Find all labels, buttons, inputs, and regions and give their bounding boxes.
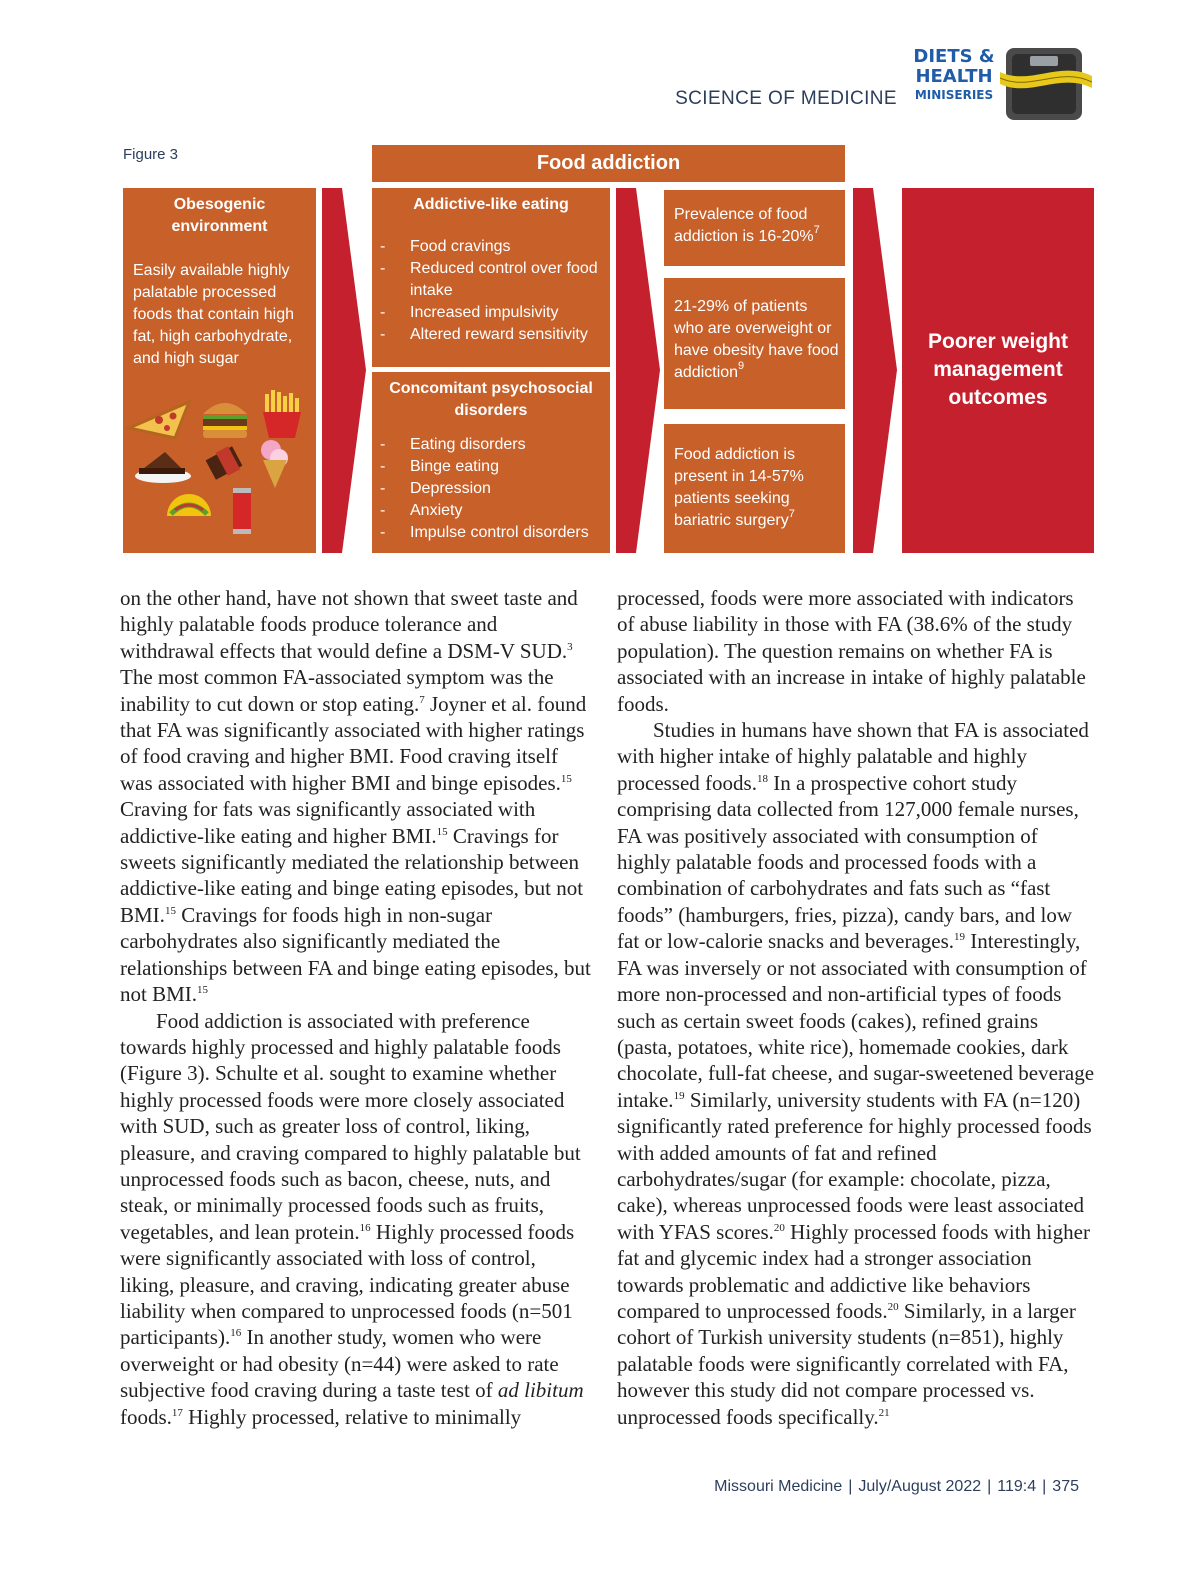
psychosocial-list: [372, 434, 606, 544]
text-run: Highly processed foods with higher fat and glycemic index had a stronger association towards problematic and addictive like behaviors compared to unprocessed foods.: [617, 1219, 1090, 1323]
arrow-3-icon: [853, 188, 897, 553]
text-run: Highly processed, relative to minimally: [182, 1404, 522, 1429]
logo-line-2: HEALTH: [915, 66, 993, 87]
reference-superscript: 20: [887, 1300, 899, 1313]
prevalence-text-2: 21-29% of patients who are overweight or have obesity have food addiction$^9$: [674, 298, 839, 381]
list-item: - Eating disorders: [372, 434, 606, 456]
list-item: - Anxiety: [372, 500, 606, 522]
figure-label: Figure 3: [123, 146, 179, 163]
reference-superscript: 3: [567, 640, 573, 653]
ice-cream-icon: [261, 440, 288, 488]
text-run: Craving for fats was significantly associated with addictive-like eating and higher BMI.: [120, 797, 536, 848]
text-run: The most common FA-associated symptom was the inability to cut down or stop eating.: [120, 665, 554, 716]
addictive-list: [372, 236, 606, 346]
list-item: - Depression: [372, 478, 606, 500]
pizza-icon: [129, 402, 189, 438]
paragraph: [120, 585, 592, 1008]
list-item: - Altered reward sensitivity: [372, 324, 606, 346]
arrow-2-icon: [616, 188, 660, 553]
text-run: Cravings for sweets significantly mediated the relationship between addictive-like eating and binge eating episodes, but not BMI.: [120, 823, 584, 927]
text-run: foods.: [120, 1404, 172, 1429]
text-run: processed, foods were more associated with indicators of abuse liability in those with FA (38.6% of the study population). The question remains on whether FA is associated with an increase in intake of highly palatable foods.: [617, 586, 1086, 716]
right-column: [617, 585, 1095, 1430]
psychosocial-disorders-box: [372, 372, 610, 553]
text-run: Studies in humans have shown that FA is associated with higher intake of highly palatable and highly processed foods.: [617, 718, 1089, 795]
logo-line-1: DIETS &: [913, 46, 995, 67]
separator: |: [987, 1478, 992, 1495]
prevalence-box-3: [664, 424, 845, 553]
list-item: - Increased impulsivity: [372, 302, 606, 324]
soda-icon: [233, 488, 251, 534]
taco-icon: [167, 494, 211, 516]
reference-superscript: 19: [673, 1089, 685, 1102]
issue-date: July/August 2022: [858, 1478, 982, 1495]
scale-icon: [1000, 42, 1092, 124]
prevalence-box-2: [664, 278, 845, 409]
food-icons-group: [123, 388, 316, 553]
italic-text: ad libitum: [497, 1378, 584, 1403]
reference-superscript: 18: [756, 772, 768, 785]
reference-superscript: 15: [436, 825, 448, 838]
fries-icon: [263, 390, 301, 438]
prevalence-text-1: Prevalence of food addiction is 16-20%$^7$: [674, 206, 820, 245]
addictive-title: Addictive-like eating: [413, 196, 569, 213]
series-logo: [908, 48, 1000, 101]
text-run: In a prospective cohort study comprising data collected from 127,000 female nurses, FA was positively associated with consumption of highly palatable foods and processed foods with a combination of carbohydrates and fats such as “fast foods” (hamburgers, fries, pizza), candy bars, and low fat or low-calorie snacks and beverages.: [617, 770, 1079, 954]
paragraph: [617, 585, 1095, 717]
reference-superscript: 16: [359, 1221, 371, 1234]
list-item: - Impulse control disorders: [372, 522, 606, 544]
text-run: Joyner et al. found that FA was significantly associated with higher ratings of food craving and higher BMI. Food craving itself was associated with higher BMI and binge episodes.: [120, 691, 587, 795]
obesogenic-text: Easily available highly palatable processed foods that contain high fat, high carbohydrate, and high sugar: [133, 262, 295, 367]
reference-superscript: 19: [954, 931, 966, 944]
page-number: 375: [1052, 1478, 1079, 1495]
cake-icon: [135, 452, 191, 483]
reference-superscript: 7: [419, 693, 425, 706]
list-item: - Reduced control over food intake: [372, 258, 606, 302]
journal-name: Missouri Medicine: [714, 1478, 843, 1495]
text-run: In another study, women who were overweight or had obesity (n=44) were asked to rate subjective food craving during a taste test of: [120, 1325, 559, 1403]
logo-line-3: MINISERIES: [914, 88, 994, 102]
text-run: Interestingly, FA was inversely or not associated with consumption of more non-processed and non-artificial types of foods such as certain sweet foods (cakes), refined grains (pasta, potatoes, white rice), homemade cookies, dark chocolate, full-fat cheese, and sugar-sweetened beverage intake.: [617, 929, 1095, 1112]
reference-superscript: 16: [230, 1327, 242, 1340]
reference-superscript: 15: [560, 772, 572, 785]
reference-superscript: 17: [171, 1406, 183, 1419]
chocolate-icon: [206, 446, 243, 480]
text-run: Highly processed foods were significantly associated with loss of control, liking, pleasure, and craving, indicating greater abuse liability when compared to unprocessed foods (n=501 participants).: [120, 1219, 575, 1350]
arrow-1-icon: [322, 188, 366, 553]
text-run: Cravings for foods high in non-sugar carbohydrates also significantly mediated the relationships between FA and binge eating episodes, but not BMI.: [120, 902, 591, 1007]
obesogenic-environment-box: [123, 188, 316, 553]
text-run: Similarly, in a larger cohort of Turkish university students (n=851), highly palatable foods were significantly correlated with FA, however this study did not compare processed vs. unprocessed foods specifically.: [617, 1298, 1076, 1429]
left-column: [120, 585, 592, 1430]
reference-superscript: 15: [197, 984, 209, 997]
obesogenic-title: Obesogenic environment: [171, 196, 268, 235]
paragraph: [617, 717, 1095, 1430]
reference-superscript: 21: [878, 1406, 890, 1419]
food-addiction-header: Food addiction: [372, 145, 845, 182]
page-footer: [600, 1478, 1079, 1496]
reference-superscript: 15: [164, 904, 176, 917]
outcome-text: Poorer weight management outcomes: [927, 330, 1069, 409]
reference-superscript: 20: [773, 1221, 785, 1234]
volume: 119:4: [997, 1478, 1037, 1495]
paragraph: [120, 1008, 592, 1431]
separator: |: [1042, 1478, 1047, 1495]
list-item: - Food cravings: [372, 236, 606, 258]
addictive-eating-box: [372, 188, 610, 367]
text-run: Food addiction is associated with preference towards highly processed and highly palatable foods (Figure 3). Schulte et al. sought to examine whether highly processed foods were more closely associated with SUD, such as greater loss of control, liking, pleasure, and craving compared to highly palatable but unprocessed foods such as bacon, cheese, nuts, and steak, or minimally processed foods such as fruits, vegetables, and lean protein.: [120, 1008, 581, 1244]
text-run: Similarly, university students with FA (n=120) significantly rated preference for highly processed foods with added amounts of fat and refined carbohydrates/sugar (for example: chocolate, pizza, cake), whereas unprocessed foods were least associated with YFAS scores.: [617, 1087, 1092, 1244]
prevalence-box-1: [664, 190, 845, 266]
text-run: on the other hand, have not shown that sweet taste and highly palatable foods produce tolerance and withdrawal effects that would define a DSM-V SUD.: [120, 586, 578, 663]
psychosocial-title: Concomitant psychosocial disorders: [389, 380, 593, 419]
section-title: SCIENCE OF MEDICINE: [675, 88, 897, 109]
prevalence-text-3: Food addiction is present in 14-57% patients seeking bariatric surgery$^7$: [674, 446, 804, 529]
list-item: - Binge eating: [372, 456, 606, 478]
burger-icon: [203, 403, 247, 438]
outcome-box: [902, 188, 1094, 553]
separator: |: [848, 1478, 853, 1495]
